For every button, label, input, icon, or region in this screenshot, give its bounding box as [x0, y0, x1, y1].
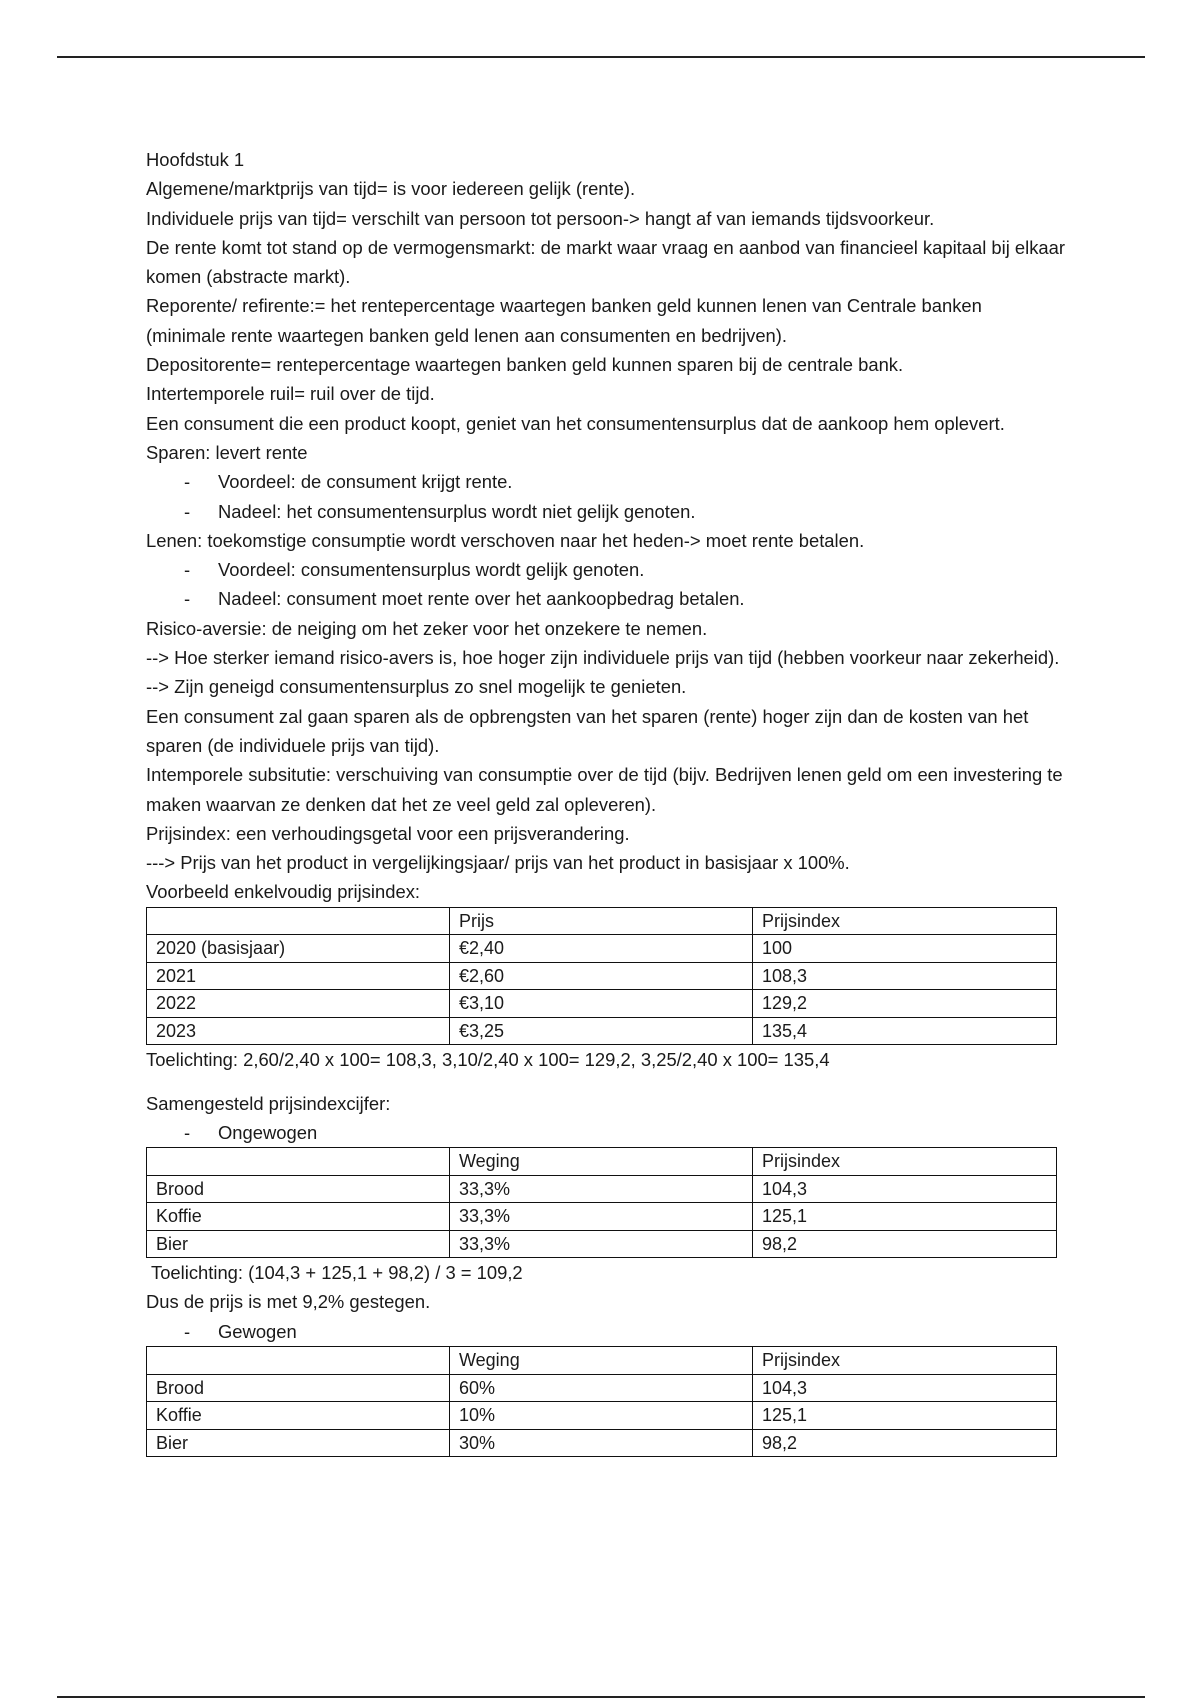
table-row: [147, 1374, 1057, 1402]
table-cell: €2,40: [450, 935, 753, 963]
table-cell: 33,3%: [450, 1203, 753, 1231]
ongewogen-table: [146, 1147, 1057, 1258]
table-row: [147, 1230, 1057, 1258]
table-row: [147, 990, 1057, 1018]
list-item: - Nadeel: het consumentensurplus wordt niet gelijk genoten.: [146, 497, 1066, 526]
gewogen-table: [146, 1346, 1057, 1457]
price-index-table: [146, 907, 1057, 1046]
table-cell: 98,2: [753, 1230, 1057, 1258]
table-cell: 30%: [450, 1429, 753, 1457]
toelichting: Toelichting: (104,3 + 125,1 + 98,2) / 3 = 109,2: [151, 1262, 523, 1284]
paragraph: ---> Prijs van het product in vergelijkingsjaar/ prijs van het product in basisjaar x 100%.: [146, 852, 850, 874]
dash-bullet: -: [184, 500, 191, 522]
paragraph: Een consument die een product koopt, geniet van het consumentensurplus dat de aankoop hem oplevert.: [146, 412, 1005, 434]
table-cell: 33,3%: [450, 1230, 753, 1258]
table-cell: 2020 (basisjaar): [147, 935, 450, 963]
paragraph: De rente komt tot stand op de vermogensmarkt: de markt waar vraag en aanbod van financieel kapitaal bij elkaar komen (abstracte markt).: [146, 236, 1066, 288]
table-row: [147, 935, 1057, 963]
table-header-row: [147, 1347, 1057, 1375]
footer-rule: [57, 1696, 1145, 1698]
paragraph: Individuele prijs van tijd= verschilt van persoon tot persoon-> hangt af van iemands tijdsvoorkeur.: [146, 207, 935, 229]
chapter-heading: Hoofdstuk 1: [146, 149, 245, 170]
table-cell: Bier: [147, 1230, 450, 1258]
table-cell: 2023: [147, 1017, 450, 1045]
paragraph: Prijsindex: een verhoudingsgetal voor een prijsverandering.: [146, 822, 630, 844]
table-cell: 125,1: [753, 1203, 1057, 1231]
table-row: [147, 1429, 1057, 1457]
list-item: - Nadeel: consument moet rente over het aankoopbedrag betalen.: [146, 584, 1066, 613]
sparen-title: Sparen: levert rente: [146, 441, 308, 463]
paragraph: Algemene/marktprijs van tijd= is voor iedereen gelijk (rente).: [146, 178, 636, 200]
table-row: [147, 1175, 1057, 1203]
lenen-title: Lenen: toekomstige consumptie wordt verschoven naar het heden-> moet rente betalen.: [146, 529, 865, 551]
toelichting: Toelichting: 2,60/2,40 x 100= 108,3, 3,10/2,40 x 100= 129,2, 3,25/2,40 x 100= 135,4: [146, 1049, 830, 1071]
document-body: [146, 145, 1066, 1457]
table-cell: Bier: [147, 1429, 450, 1457]
table-header-row: [147, 1148, 1057, 1176]
table-cell: Prijsindex: [753, 907, 1057, 935]
table-cell: 2021: [147, 962, 450, 990]
table-cell: €2,60: [450, 962, 753, 990]
table-cell: [147, 1347, 450, 1375]
table-cell: [147, 907, 450, 935]
table-cell: Koffie: [147, 1402, 450, 1430]
table-cell: 104,3: [753, 1374, 1057, 1402]
table-cell: €3,25: [450, 1017, 753, 1045]
table-cell: 108,3: [753, 962, 1057, 990]
table-cell: Prijs: [450, 907, 753, 935]
paragraph: Intemporele subsitutie: verschuiving van consumptie over de tijd (bijv. Bedrijven lenen geld om een investering te maken waarvan ze denken dat het ze veel geld zal opleveren).: [146, 764, 1063, 815]
table-cell: 104,3: [753, 1175, 1057, 1203]
conclusion: Dus de prijs is met 9,2% gestegen.: [146, 1291, 431, 1313]
dash-bullet: -: [184, 588, 191, 610]
table-row: [147, 1203, 1057, 1231]
table-cell: 100: [753, 935, 1057, 963]
table-cell: 135,4: [753, 1017, 1057, 1045]
samengesteld-title: Samengesteld prijsindexcijfer:: [146, 1092, 391, 1114]
table-cell: 60%: [450, 1374, 753, 1402]
header-rule: [57, 56, 1145, 58]
list-item: - Ongewogen: [146, 1118, 1066, 1147]
dash-bullet: -: [184, 471, 191, 493]
table-cell: €3,10: [450, 990, 753, 1018]
table-cell: 33,3%: [450, 1175, 753, 1203]
table-cell: 2022: [147, 990, 450, 1018]
paragraph: Risico-aversie: de neiging om het zeker voor het onzekere te nemen.: [146, 617, 708, 639]
table-cell: Prijsindex: [753, 1347, 1057, 1375]
table-row: [147, 1017, 1057, 1045]
paragraph: --> Zijn geneigd consumentensurplus zo snel mogelijk te genieten.: [146, 676, 687, 698]
table-cell: Brood: [147, 1175, 450, 1203]
table-row: [147, 1402, 1057, 1430]
paragraph: Voorbeeld enkelvoudig prijsindex:: [146, 881, 421, 903]
table-cell: Prijsindex: [753, 1148, 1057, 1176]
table-cell: Weging: [450, 1148, 753, 1176]
table-cell: 98,2: [753, 1429, 1057, 1457]
list-item: - Voordeel: consumentensurplus wordt gelijk genoten.: [146, 555, 1066, 584]
table-cell: Weging: [450, 1347, 753, 1375]
spacer: [146, 1075, 1066, 1089]
table-cell: Brood: [147, 1374, 450, 1402]
paragraph: Reporente/ refirente:= het rentepercentage waartegen banken geld kunnen lenen van Centrale banken (minimale rente waartegen banken geld lenen aan consumenten en bedrijven).: [146, 295, 982, 346]
paragraph: --> Hoe sterker iemand risico-avers is, hoe hoger zijn individuele prijs van tijd (hebben voorkeur naar zekerheid).: [146, 647, 1060, 669]
paragraph: Depositorente= rentepercentage waartegen banken geld kunnen sparen bij de centrale bank.: [146, 354, 904, 376]
list-item: - Gewogen: [146, 1317, 1066, 1346]
table-cell: Koffie: [147, 1203, 450, 1231]
table-row: [147, 962, 1057, 990]
table-cell: 10%: [450, 1402, 753, 1430]
list-item: - Voordeel: de consument krijgt rente.: [146, 467, 1066, 496]
table-cell: 129,2: [753, 990, 1057, 1018]
table-cell: [147, 1148, 450, 1176]
dash-bullet: -: [184, 1121, 191, 1143]
table-header-row: [147, 907, 1057, 935]
paragraph: Een consument zal gaan sparen als de opbrengsten van het sparen (rente) hoger zijn dan de kosten van het sparen (de individuele prijs van tijd).: [146, 705, 1029, 756]
dash-bullet: -: [184, 559, 191, 581]
paragraph: Intertemporele ruil= ruil over de tijd.: [146, 383, 435, 405]
table-cell: 125,1: [753, 1402, 1057, 1430]
dash-bullet: -: [184, 1320, 191, 1342]
